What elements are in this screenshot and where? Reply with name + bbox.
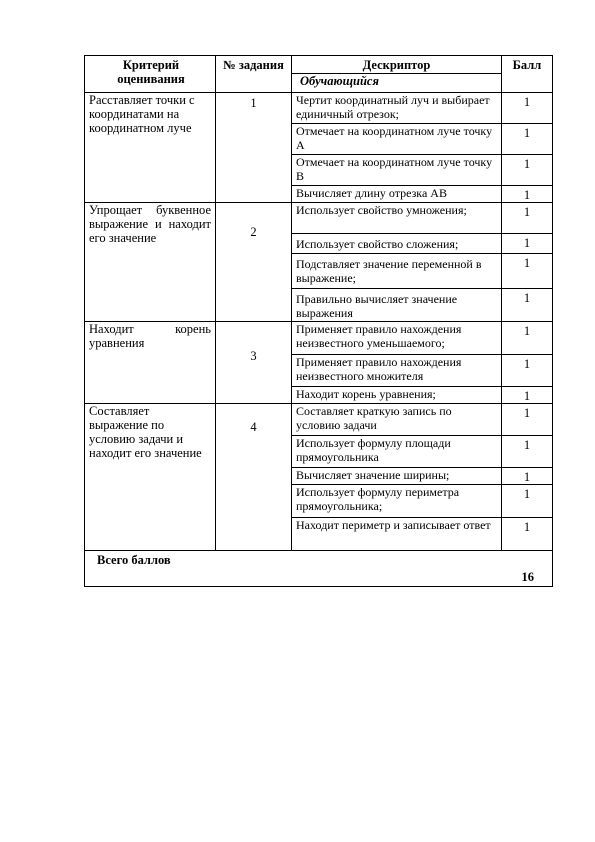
score-cell: 1 (502, 93, 553, 124)
table-row (85, 203, 553, 234)
descriptor-cell: Правильно вычисляет значение выражения (292, 289, 502, 322)
score-cell: 1 (502, 289, 553, 322)
score-cell: 1 (502, 518, 553, 551)
task-number-cell: 1 (216, 93, 292, 203)
descriptor-cell: Вычисляет значение ширины; (292, 468, 502, 485)
descriptor-cell: Подставляет значение переменной в выражение; (292, 254, 502, 289)
assessment-rubric-table (84, 55, 553, 587)
descriptor-cell: Применяет правило нахождения неизвестного множителя (292, 355, 502, 387)
descriptor-cell: Отмечает на координатном луче точку А (292, 124, 502, 155)
score-cell: 1 (502, 436, 553, 468)
header-descriptor-subtitle: Обучающийся (300, 74, 379, 88)
criterion-cell: Расставляет точки с координатами на координатном луче (85, 93, 216, 203)
header-criterion: Критерий оценивания (85, 56, 216, 93)
score-cell: 1 (502, 186, 553, 203)
criterion-cell: Составляет выражение по условию задачи и находит его значение (85, 404, 216, 551)
table-row (85, 93, 553, 124)
descriptor-cell: Использует свойство умножения; (292, 203, 502, 234)
header-descriptor-cell (292, 56, 502, 93)
task-number-cell: 2 (216, 203, 292, 322)
table-row (85, 404, 553, 436)
score-cell: 1 (502, 355, 553, 387)
score-cell: 1 (502, 234, 553, 254)
header-row (85, 56, 553, 93)
header-score: Балл (502, 56, 553, 93)
task-number-cell: 4 (216, 404, 292, 551)
descriptor-cell: Использует формулу площади прямоугольника (292, 436, 502, 468)
header-descriptor: Дескриптор (292, 56, 501, 74)
table-row (85, 322, 553, 355)
score-cell: 1 (502, 322, 553, 355)
descriptor-cell: Отмечает на координатном луче точку В (292, 155, 502, 186)
assessment-table-container (84, 55, 552, 586)
total-value: 16 (521, 570, 534, 584)
score-cell: 1 (502, 155, 553, 186)
criterion-cell: Находит корень уравнения (85, 322, 216, 404)
descriptor-cell: Составляет краткую запись по условию задачи (292, 404, 502, 436)
score-cell: 1 (502, 203, 553, 234)
descriptor-cell: Чертит координатный луч и выбирает единичный отрезок; (292, 93, 502, 124)
descriptor-cell: Находит периметр и записывает ответ (292, 518, 502, 551)
score-cell: 1 (502, 485, 553, 518)
task-number-cell: 3 (216, 322, 292, 404)
total-cell (85, 551, 553, 587)
descriptor-cell: Использует свойство сложения; (292, 234, 502, 254)
criterion-cell: Упрощает буквенное выражение и находит его значение (85, 203, 216, 322)
score-cell: 1 (502, 387, 553, 404)
score-cell: 1 (502, 468, 553, 485)
descriptor-cell: Применяет правило нахождения неизвестного уменьшаемого; (292, 322, 502, 355)
score-cell: 1 (502, 404, 553, 436)
score-cell: 1 (502, 254, 553, 289)
descriptor-cell: Вычисляет длину отрезка АВ (292, 186, 502, 203)
score-cell: 1 (502, 124, 553, 155)
header-task-number: № задания (216, 56, 292, 93)
total-row (85, 551, 553, 587)
total-label: Всего баллов (97, 553, 171, 567)
descriptor-cell: Использует формулу периметра прямоугольника; (292, 485, 502, 518)
descriptor-cell: Находит корень уравнения; (292, 387, 502, 404)
